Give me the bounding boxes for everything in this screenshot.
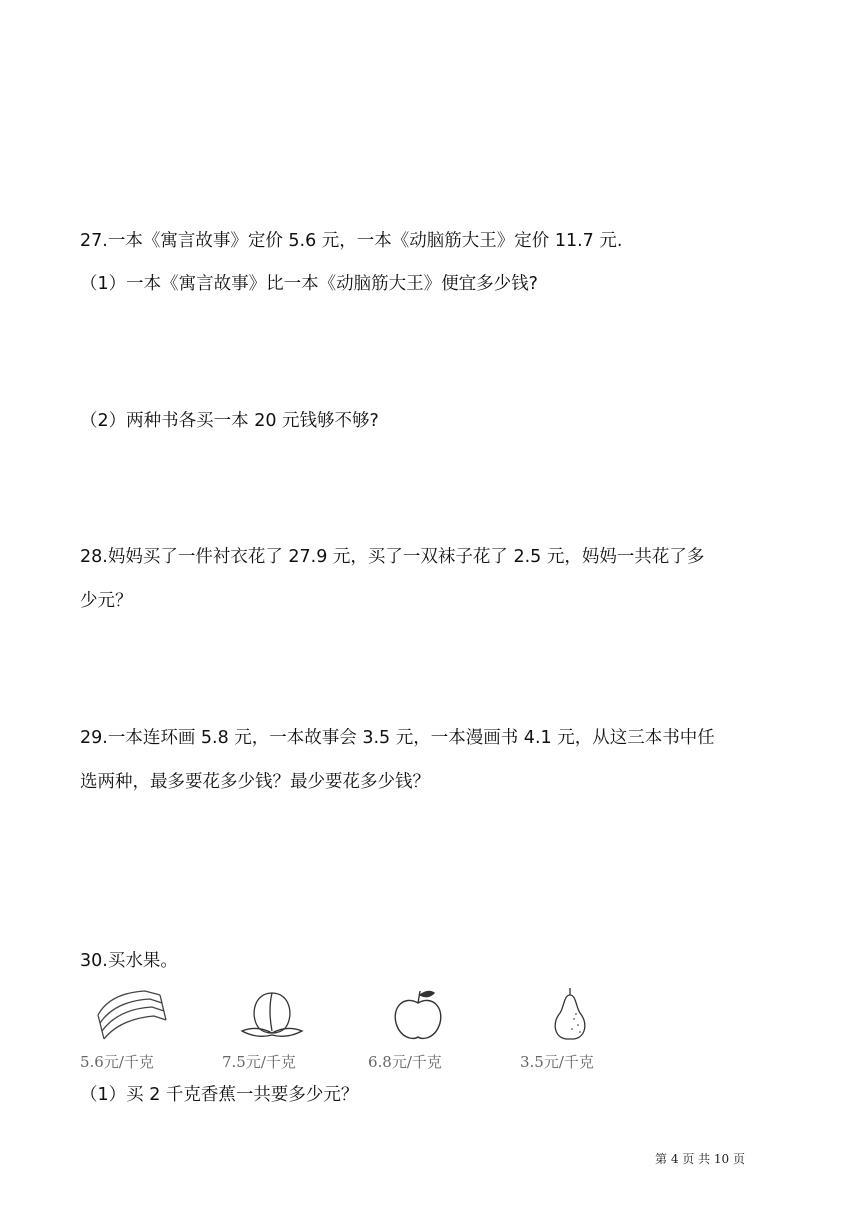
q28-line2: 少元？ [80,591,133,611]
pear-price: 3.5元/千克 [520,1053,594,1071]
apple-price: 6.8元/千克 [368,1053,442,1071]
q27-part2: （2）两种书各买一本 20 元钱够不够? [80,411,379,431]
fruit-price-row [80,985,640,1075]
peach-icon [232,985,312,1045]
q30-part1: （1）买 2 千克香蕉一共要多少元？ [80,1085,359,1105]
q29-line1: 29.一本连环画 5.8 元，一本故事会 3.5 元，一本漫画书 4.1 元，从这三本书中任 [80,728,715,748]
banana-icon [90,985,170,1045]
q28-line1: 28.妈妈买了一件衬衣花了 27.9 元，买了一双袜子花了 2.5 元，妈妈一共花了多 [80,547,705,567]
q27-stem: 27.一本《寓言故事》定价 5.6 元，一本《动脑筋大王》定价 11.7 元. [80,231,623,251]
fruit-pear [520,985,620,1075]
q29-line2: 选两种，最多要花多少钱？最少要花多少钱？ [80,772,430,792]
q27-part1: （1）一本《寓言故事》比一本《动脑筋大王》便宜多少钱? [80,274,538,294]
apple-icon [378,985,458,1045]
fruit-peach [222,985,322,1075]
fruit-apple [368,985,468,1075]
pear-icon [530,985,610,1045]
fruit-banana [80,985,180,1075]
page-number: 第 4 页 共 10 页 [655,1152,745,1166]
peach-price: 7.5元/千克 [222,1053,296,1071]
banana-price: 5.6元/千克 [80,1053,154,1071]
q30-title: 30.买水果。 [80,951,178,971]
